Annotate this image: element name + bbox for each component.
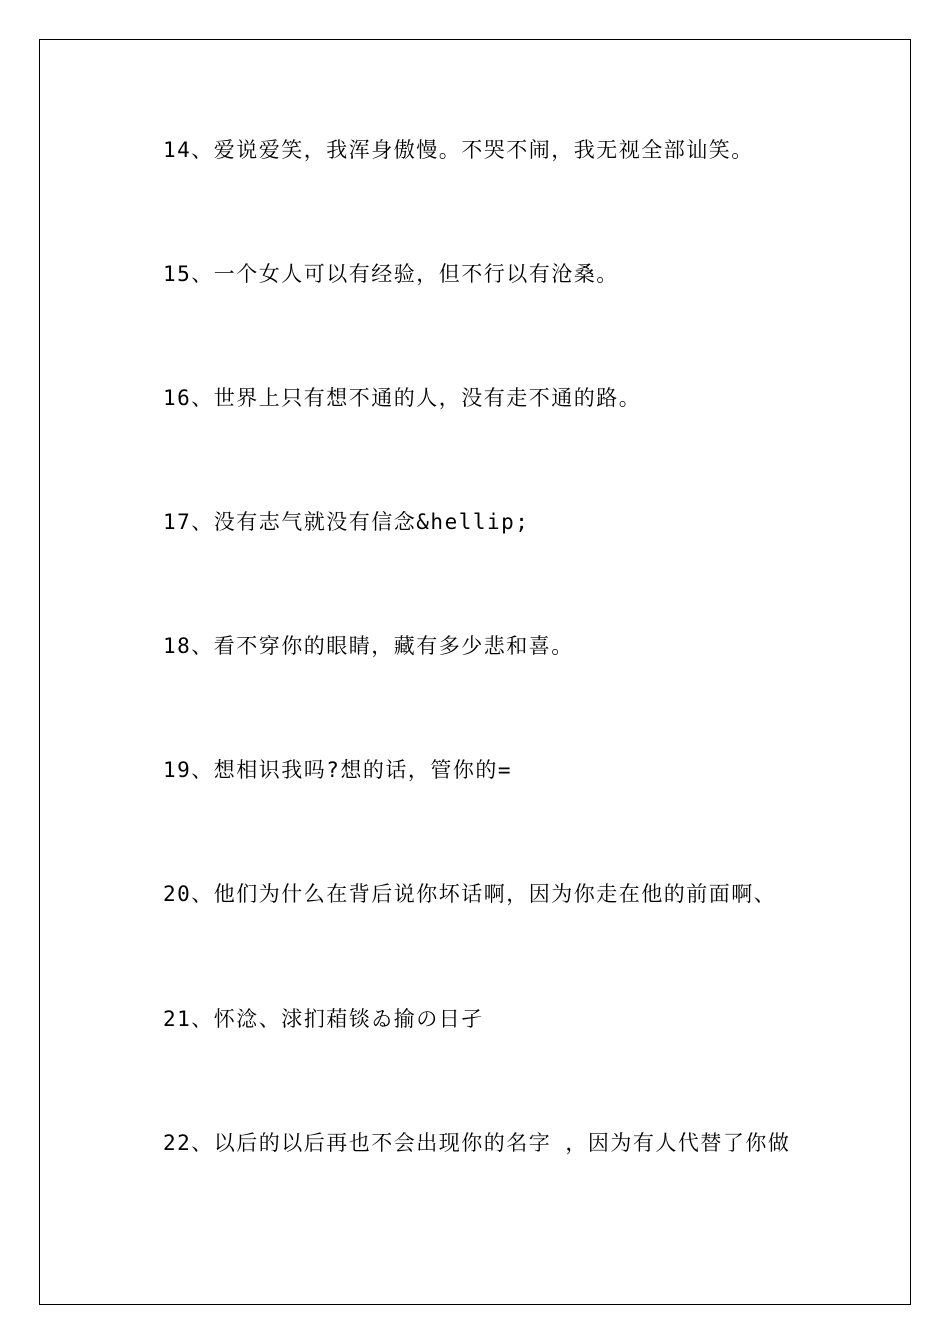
entry-22: 22、以后的以后再也不会出现你的名字 ，因为有人代替了你做 <box>163 1131 791 1155</box>
entry-20: 20、他们为什么在背后说你坏话啊，因为你走在他的前面啊、 <box>163 882 777 906</box>
entry-15: 15、一个女人可以有经验，但不行以有沧桑。 <box>163 262 619 286</box>
entry-17: 17、没有志气就没有信念&hellip; <box>163 510 530 534</box>
entry-19: 19、想相识我吗?想的话，管你的= <box>163 758 513 782</box>
page-frame <box>39 39 911 1305</box>
entry-16: 16、世界上只有想不通的人，没有走不通的路。 <box>163 386 642 410</box>
entry-18: 18、看不穿你的眼睛，藏有多少悲和喜。 <box>163 634 574 658</box>
entry-21: 21、怀淰、浗扪葙锬ゐ揄の日孑 <box>163 1007 484 1031</box>
entry-14: 14、爱说爱笑，我浑身傲慢。不哭不闹，我无视全部讪笑。 <box>163 138 754 162</box>
